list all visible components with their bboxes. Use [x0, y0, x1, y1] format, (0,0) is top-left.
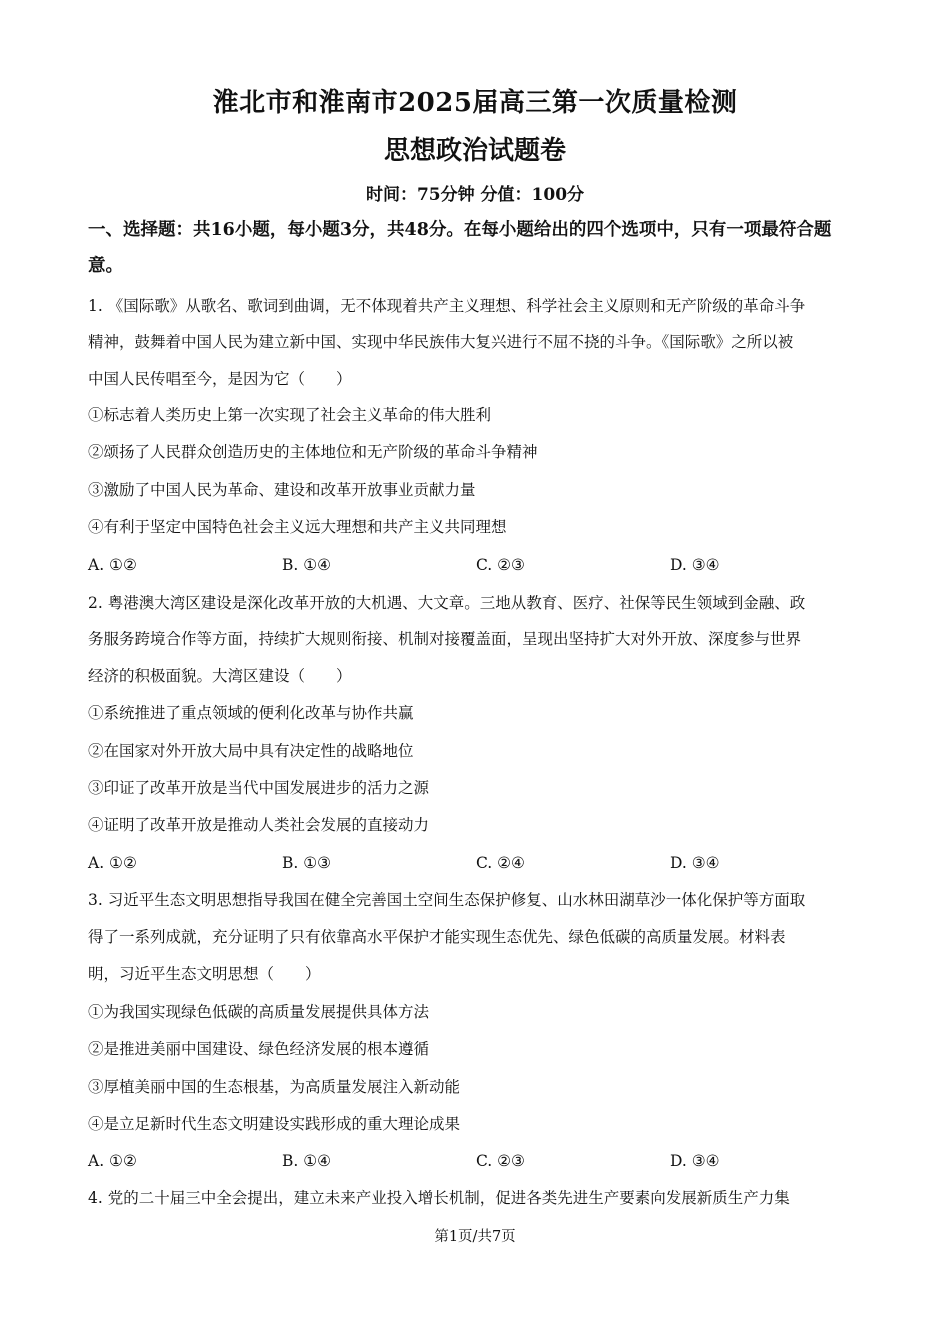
- question-2-option-d: D. ③④: [670, 854, 720, 872]
- question-1-item: ①标志着人类历史上第一次实现了社会主义革命的伟大胜利: [88, 406, 492, 424]
- question-2-option-c: C. ②④: [476, 854, 525, 872]
- exam-meta: 时间：75分钟 分值：100分: [365, 185, 585, 205]
- question-2-option-a: A. ①②: [88, 854, 137, 872]
- question-3-stem-line: 3. 习近平生态文明思想指导我国在健全完善国土空间生态保护修复、山水林田湖草沙一体化保护等方面取: [88, 891, 806, 909]
- question-1-stem-line: 中国人民传唱至今，是因为它（ ）: [88, 370, 352, 388]
- question-4-stem-line: 4. 党的二十届三中全会提出，建立未来产业投入增长机制，促进各类先进生产要素向发展新质生产力集: [88, 1189, 790, 1207]
- question-2-stem-line: 2. 粤港澳大湾区建设是深化改革开放的大机遇、大文章。三地从教育、医疗、社保等民生领域到金融、政: [88, 594, 806, 612]
- question-1-option-d: D. ③④: [670, 556, 720, 574]
- question-3-item: ④是立足新时代生态文明建设实践形成的重大理论成果: [88, 1115, 461, 1133]
- question-3-stem-line: 得了一系列成就，充分证明了只有依靠高水平保护才能实现生态优先、绿色低碳的高质量发展。材料表: [88, 928, 786, 946]
- question-3-option-a: A. ①②: [88, 1152, 137, 1170]
- section-heading: 一、选择题：共16小题，每小题3分，共48分。在每小题给出的四个选项中，只有一项最符合题意。: [88, 220, 832, 276]
- question-2-item: ②在国家对外开放大局中具有决定性的战略地位: [88, 742, 414, 760]
- question-3-option-d: D. ③④: [670, 1152, 720, 1170]
- question-1-option-c: C. ②③: [476, 556, 525, 574]
- question-1-option-b: B. ①④: [282, 556, 332, 574]
- question-2-option-b: B. ①③: [282, 854, 332, 872]
- question-1-item: ④有利于坚定中国特色社会主义远大理想和共产主义共同理想: [88, 518, 507, 536]
- question-1-stem-line: 1. 《国际歌》从歌名、歌词到曲调，无不体现着共产主义理想、科学社会主义原则和无产阶级的革命斗争: [88, 297, 806, 315]
- question-1-item: ②颂扬了人民群众创造历史的主体地位和无产阶级的革命斗争精神: [88, 443, 538, 461]
- question-3-item: ③厚植美丽中国的生态根基，为高质量发展注入新动能: [88, 1078, 461, 1096]
- question-2-stem-line: 务服务跨境合作等方面，持续扩大规则衔接、机制对接覆盖面，呈现出坚持扩大对外开放、深度参与世界: [88, 630, 802, 648]
- question-2-item: ③印证了改革开放是当代中国发展进步的活力之源: [88, 779, 430, 797]
- question-1-option-a: A. ①②: [88, 556, 137, 574]
- question-3-item: ①为我国实现绿色低碳的高质量发展提供具体方法: [88, 1003, 430, 1021]
- question-3-item: ②是推进美丽中国建设、绿色经济发展的根本遵循: [88, 1040, 430, 1058]
- question-2-stem-line: 经济的积极面貌。大湾区建设（ ）: [88, 667, 352, 685]
- question-2-item: ①系统推进了重点领域的便利化改革与协作共赢: [88, 704, 414, 722]
- page-number: 第1页/共7页: [434, 1229, 516, 1245]
- question-3-stem-line: 明，习近平生态文明思想（ ）: [88, 965, 321, 983]
- question-3-option-b: B. ①④: [282, 1152, 332, 1170]
- question-1-stem-line: 精神，鼓舞着中国人民为建立新中国、实现中华民族伟大复兴进行不屈不挠的斗争。《国际歌》之所以被: [88, 333, 794, 351]
- question-2-item: ④证明了改革开放是推动人类社会发展的直接动力: [88, 816, 430, 834]
- exam-title: 淮北市和淮南市2025届高三第一次质量检测: [212, 88, 738, 118]
- question-1-item: ③激励了中国人民为革命、建设和改革开放事业贡献力量: [88, 481, 476, 499]
- exam-subtitle: 思想政治试题卷: [383, 136, 566, 166]
- question-3-option-c: C. ②③: [476, 1152, 525, 1170]
